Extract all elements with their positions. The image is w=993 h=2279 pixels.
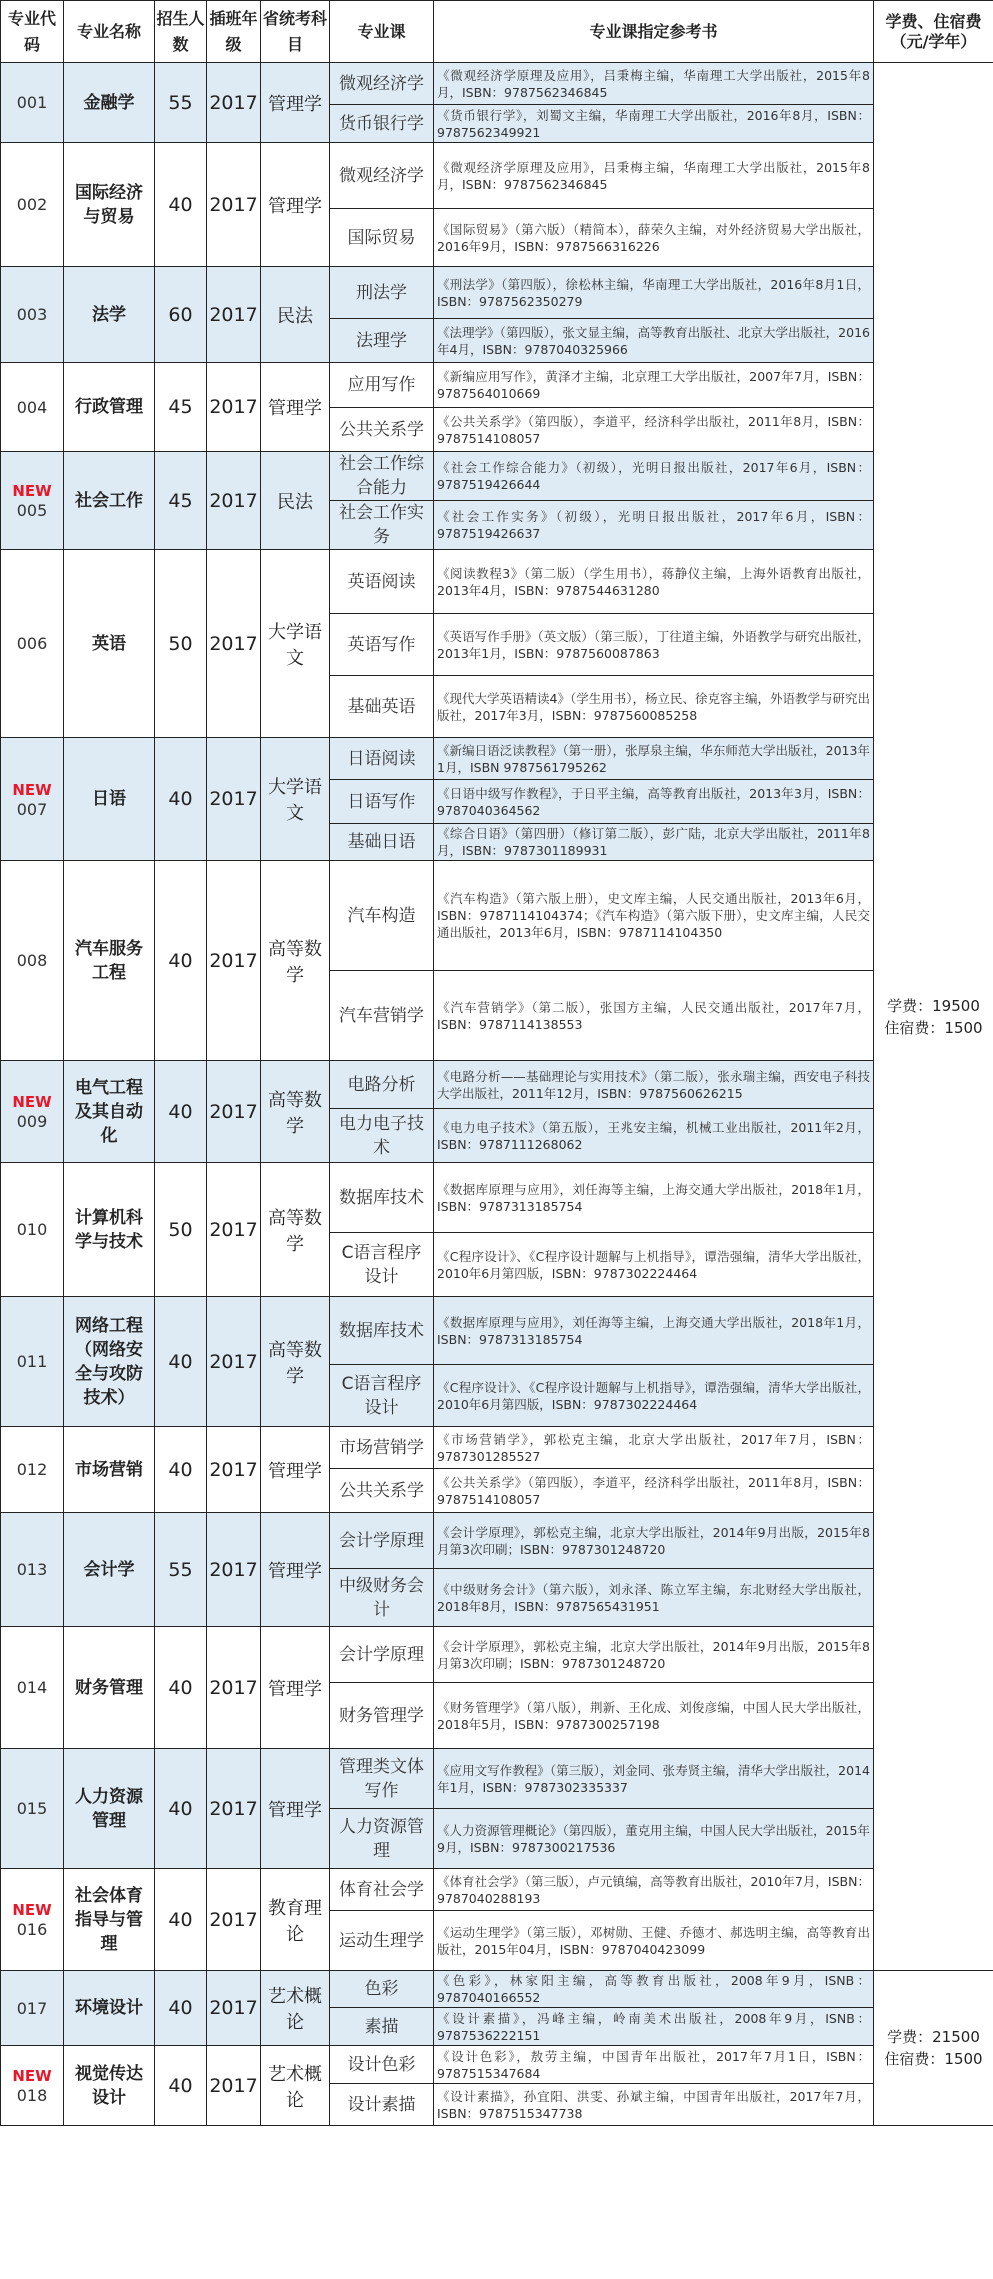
major-code-cell <box>1 1297 64 1427</box>
reference-book: 《会计学原理》，郭松克主编，北京大学出版社，2014年9月出版，2015年8月第3次印刷；ISBN：9787301248720 <box>434 1513 874 1569</box>
major-code-cell <box>1 2046 64 2126</box>
grade: 2017 <box>207 1627 261 1749</box>
major-code: 016 <box>16 1920 48 1939</box>
course-name: 日语阅读 <box>330 738 434 780</box>
fee-cell-1 <box>874 63 993 1971</box>
quota: 40 <box>155 2046 207 2126</box>
exam-subject: 艺术概论 <box>261 2046 330 2126</box>
table-row <box>1 1869 993 1911</box>
exam-subject: 民法 <box>261 452 330 550</box>
table-row <box>1 1627 993 1683</box>
reference-book: 《C程序设计》、《C程序设计题解与上机指导》，谭浩强编，清华大学出版社，2010年6月第四版，ISBN：9787302224464 <box>434 1233 874 1297</box>
exam-subject: 教育理论 <box>261 1869 330 1971</box>
major-code: 009 <box>16 1112 48 1131</box>
reference-book: 《现代大学英语精读4》（学生用书），杨立民、徐克容主编，外语教学与研究出版社，2017年3月，ISBN：9787560085258 <box>434 676 874 738</box>
major-name: 汽车服务工程 <box>64 861 155 1061</box>
course-name: 汽车构造 <box>330 861 434 971</box>
reference-book: 《电力电子技术》（第五版），王兆安主编，机械工业出版社，2011年2月，ISBN：9787111268062 <box>434 1109 874 1163</box>
grade: 2017 <box>207 1513 261 1627</box>
course-name: 刑法学 <box>330 267 434 319</box>
major-code: 014 <box>16 1678 48 1697</box>
major-code: 006 <box>16 634 48 653</box>
table-row <box>1 861 993 971</box>
grade: 2017 <box>207 1163 261 1297</box>
course-name: 日语写作 <box>330 780 434 824</box>
housing-fee: 住宿费：1500 <box>884 2050 983 2068</box>
reference-book: 《设计素描》，冯峰主编，岭南美术出版社，2008年9月，ISNB：9787536222151 <box>434 2008 874 2046</box>
reference-book: 《公共关系学》（第四版），李道平，经济科学出版社，2011年8月，ISBN：9787514108057 <box>434 408 874 452</box>
header-fee: 学费、住宿费（元/学年） <box>874 1 993 63</box>
quota: 40 <box>155 1627 207 1749</box>
course-name: 微观经济学 <box>330 63 434 105</box>
major-name: 电气工程及其自动化 <box>64 1061 155 1163</box>
grade: 2017 <box>207 1971 261 2046</box>
reference-book: 《会计学原理》，郭松克主编，北京大学出版社，2014年9月出版，2015年8月第3次印刷；ISBN：9787301248720 <box>434 1627 874 1683</box>
reference-book: 《社会工作实务》（初级），光明日报出版社，2017年6月，ISBN：9787519426637 <box>434 501 874 550</box>
major-code-cell <box>1 1627 64 1749</box>
exam-subject: 民法 <box>261 267 330 363</box>
course-name: 素描 <box>330 2008 434 2046</box>
major-code-cell <box>1 861 64 1061</box>
major-name: 视觉传达设计 <box>64 2046 155 2126</box>
major-code: 012 <box>16 1460 48 1479</box>
quota: 50 <box>155 1163 207 1297</box>
exam-subject: 高等数学 <box>261 1163 330 1297</box>
major-name: 计算机科学与技术 <box>64 1163 155 1297</box>
tuition-fee: 学费：19500 <box>887 996 980 1015</box>
course-name: 色彩 <box>330 1971 434 2008</box>
reference-book: 《数据库原理与应用》，刘任海等主编，上海交通大学出版社，2018年1月，ISBN：9787313185754 <box>434 1163 874 1233</box>
reference-book: 《人力资源管理概论》（第四版），董克用主编，中国人民大学出版社，2015年9月，ISBN：9787300217536 <box>434 1809 874 1869</box>
course-name: 微观经济学 <box>330 143 434 209</box>
quota: 40 <box>155 1971 207 2046</box>
grade: 2017 <box>207 1427 261 1513</box>
major-code-cell <box>1 1427 64 1513</box>
course-name: 数据库技术 <box>330 1163 434 1233</box>
reference-book: 《日语中级写作教程》，于日平主编，高等教育出版社，2013年3月，ISBN：9787040364562 <box>434 780 874 824</box>
table-row <box>1 452 993 501</box>
header-course: 专业课 <box>330 1 434 63</box>
quota: 40 <box>155 1869 207 1971</box>
reference-book: 《法理学》（第四版），张文显主编，高等教育出版社、北京大学出版社，2016年4月，ISBN：9787040325966 <box>434 319 874 363</box>
grade: 2017 <box>207 1297 261 1427</box>
major-code: 004 <box>16 397 48 417</box>
major-code-cell <box>1 1971 64 2046</box>
major-code: 015 <box>16 1799 48 1818</box>
table-row <box>1 1297 993 1365</box>
major-name: 国际经济与贸易 <box>64 143 155 267</box>
table-row <box>1 63 993 105</box>
major-name: 人力资源管理 <box>64 1749 155 1869</box>
table-row <box>1 363 993 408</box>
exam-subject: 管理学 <box>261 143 330 267</box>
course-name: 设计色彩 <box>330 2046 434 2084</box>
grade: 2017 <box>207 738 261 861</box>
exam-subject: 管理学 <box>261 63 330 143</box>
reference-book: 《微观经济学原理及应用》，吕秉梅主编，华南理工大学出版社，2015年8月，ISBN：9787562346845 <box>434 63 874 105</box>
quota: 40 <box>155 738 207 861</box>
major-code-cell <box>1 1513 64 1627</box>
course-name: 管理类文体写作 <box>330 1749 434 1809</box>
reference-book: 《设计素描》，孙宜阳、洪雯、孙斌主编，中国青年出版社，2017年7月，ISBN：9787515347738 <box>434 2084 874 2126</box>
major-code: 008 <box>16 951 48 970</box>
major-code: 013 <box>16 1560 48 1579</box>
grade: 2017 <box>207 550 261 738</box>
exam-subject: 管理学 <box>261 1513 330 1627</box>
quota: 45 <box>155 452 207 550</box>
course-name: 会计学原理 <box>330 1513 434 1569</box>
course-name: C语言程序设计 <box>330 1233 434 1297</box>
reference-book: 《公共关系学》（第四版），李道平，经济科学出版社，2011年8月，ISBN：9787514108057 <box>434 1469 874 1513</box>
course-name: 电力电子技术 <box>330 1109 434 1163</box>
reference-book: 《市场营销学》，郭松克主编，北京大学出版社，2017年7月，ISBN：9787301285527 <box>434 1427 874 1469</box>
quota: 40 <box>155 1297 207 1427</box>
reference-book: 《中级财务会计》（第六版），刘永泽、陈立军主编，东北财经大学出版社，2018年8月，ISBN：9787565431951 <box>434 1569 874 1627</box>
exam-subject: 管理学 <box>261 1627 330 1749</box>
course-name: 人力资源管理 <box>330 1809 434 1869</box>
header-code: 专业代码 <box>1 1 64 63</box>
header-row <box>1 1 993 63</box>
reference-book: 《数据库原理与应用》，刘任海等主编，上海交通大学出版社，2018年1月，ISBN：9787313185754 <box>434 1297 874 1365</box>
major-code-cell <box>1 550 64 738</box>
grade: 2017 <box>207 861 261 1061</box>
course-name: 公共关系学 <box>330 1469 434 1513</box>
course-name: 社会工作实务 <box>330 501 434 550</box>
reference-book: 《体育社会学》（第三版），卢元镇编，高等教育出版社，2010年7月，ISBN：9787040288193 <box>434 1869 874 1911</box>
table-row <box>1 1427 993 1469</box>
course-name: 货币银行学 <box>330 105 434 143</box>
quota: 40 <box>155 1427 207 1513</box>
grade: 2017 <box>207 143 261 267</box>
major-name: 金融学 <box>64 63 155 143</box>
grade: 2017 <box>207 63 261 143</box>
major-name: 市场营销 <box>64 1427 155 1513</box>
reference-book: 《色彩》，林家阳主编，高等教育出版社，2008年9月，ISNB：9787040166552 <box>434 1971 874 2008</box>
table-row <box>1 1163 993 1233</box>
reference-book: 《汽车构造》（第六版上册），史文库主编，人民交通出版社，2013年6月，ISBN：9787114104374；《汽车构造》（第六版下册），史文库主编，人民交通出版社，2013年6月，ISBN：9787114104350 <box>434 861 874 971</box>
major-name: 社会体育指导与管理 <box>64 1869 155 1971</box>
major-code-cell <box>1 267 64 363</box>
major-name: 英语 <box>64 550 155 738</box>
reference-book: 《电路分析——基础理论与实用技术》（第二版），张永瑞主编，西安电子科技大学出版社，2011年12月，ISBN：9787560626215 <box>434 1061 874 1109</box>
table-row <box>1 267 993 319</box>
major-name: 行政管理 <box>64 363 155 452</box>
course-name: 运动生理学 <box>330 1911 434 1971</box>
reference-book: 《新编日语泛读教程》（第一册），张厚泉主编，华东师范大学出版社，2013年1月，ISBN 9787561795262 <box>434 738 874 780</box>
major-code: 011 <box>16 1352 48 1371</box>
major-code-cell <box>1 1749 64 1869</box>
exam-subject: 管理学 <box>261 1427 330 1513</box>
major-name: 网络工程（网络安全与攻防技术） <box>64 1297 155 1427</box>
header-quota: 招生人数 <box>155 1 207 63</box>
quota: 60 <box>155 267 207 363</box>
grade: 2017 <box>207 452 261 550</box>
course-name: 汽车营销学 <box>330 971 434 1061</box>
major-code: 007 <box>16 799 48 819</box>
table-row <box>1 1971 993 2008</box>
new-badge: NEW <box>12 1901 52 1919</box>
exam-subject: 大学语文 <box>261 738 330 861</box>
header-exam: 省统考科目 <box>261 1 330 63</box>
tuition-fee: 学费：21500 <box>887 2028 980 2046</box>
course-name: 英语阅读 <box>330 550 434 614</box>
major-name: 社会工作 <box>64 452 155 550</box>
major-code: 003 <box>16 305 48 324</box>
quota: 55 <box>155 1513 207 1627</box>
grade: 2017 <box>207 267 261 363</box>
quota: 40 <box>155 861 207 1061</box>
grade: 2017 <box>207 363 261 452</box>
new-badge: NEW <box>12 482 52 500</box>
major-name: 法学 <box>64 267 155 363</box>
course-name: 体育社会学 <box>330 1869 434 1911</box>
course-name: 基础日语 <box>330 824 434 861</box>
grade: 2017 <box>207 1061 261 1163</box>
exam-subject: 艺术概论 <box>261 1971 330 2046</box>
table-row <box>1 550 993 614</box>
course-name: 社会工作综合能力 <box>330 452 434 501</box>
grade: 2017 <box>207 2046 261 2126</box>
major-code-cell <box>1 452 64 550</box>
reference-book: 《微观经济学原理及应用》，吕秉梅主编，华南理工大学出版社，2015年8月，ISBN：9787562346845 <box>434 143 874 209</box>
major-code: 010 <box>16 1220 48 1239</box>
reference-book: 《货币银行学》，刘蜀文主编，华南理工大学出版社，2016年8月，ISBN：9787562349921 <box>434 105 874 143</box>
major-code: 018 <box>16 2086 48 2105</box>
major-code-cell <box>1 1869 64 1971</box>
major-code-cell <box>1 738 64 861</box>
reference-book: 《英语写作手册》（英文版）（第三版），丁往道主编，外语教学与研究出版社，2013年1月，ISBN：9787560087863 <box>434 614 874 676</box>
course-name: 市场营销学 <box>330 1427 434 1469</box>
major-code: 002 <box>16 195 48 214</box>
new-badge: NEW <box>12 780 52 799</box>
reference-book: 《设计色彩》，敖劳主编，中国青年出版社，2017年7月1日，ISBN：9787515347684 <box>434 2046 874 2084</box>
major-name: 日语 <box>64 738 155 861</box>
major-code: 005 <box>16 501 48 520</box>
course-name: 中级财务会计 <box>330 1569 434 1627</box>
header-name: 专业名称 <box>64 1 155 63</box>
grade: 2017 <box>207 1869 261 1971</box>
quota: 40 <box>155 1061 207 1163</box>
major-code: 017 <box>16 1998 48 2018</box>
new-badge: NEW <box>12 2067 52 2085</box>
quota: 40 <box>155 143 207 267</box>
reference-book: 《新编应用写作》，黄泽才主编，北京理工大学出版社，2007年7月，ISBN：9787564010669 <box>434 363 874 408</box>
quota: 45 <box>155 363 207 452</box>
major-name: 会计学 <box>64 1513 155 1627</box>
quota: 50 <box>155 550 207 738</box>
header-grade: 插班年级 <box>207 1 261 63</box>
major-code: 001 <box>16 93 48 112</box>
reference-book: 《财务管理学》（第八版），荆新、王化成、刘俊彦编，中国人民大学出版社，2018年5月，ISBN：9787300257198 <box>434 1683 874 1749</box>
exam-subject: 管理学 <box>261 363 330 452</box>
table-row <box>1 143 993 209</box>
course-name: 财务管理学 <box>330 1683 434 1749</box>
course-name: 会计学原理 <box>330 1627 434 1683</box>
course-name: 公共关系学 <box>330 408 434 452</box>
exam-subject: 大学语文 <box>261 550 330 738</box>
table-row <box>1 738 993 780</box>
major-code-cell <box>1 363 64 452</box>
course-name: 电路分析 <box>330 1061 434 1109</box>
exam-subject: 高等数学 <box>261 1061 330 1163</box>
course-name: 数据库技术 <box>330 1297 434 1365</box>
reference-book: 《国际贸易》（第六版）（精简本），薛荣久主编，对外经济贸易大学出版社，2016年9月，ISBN：9787566316226 <box>434 209 874 267</box>
course-name: 设计素描 <box>330 2084 434 2126</box>
exam-subject: 管理学 <box>261 1749 330 1869</box>
exam-subject: 高等数学 <box>261 861 330 1061</box>
quota: 55 <box>155 63 207 143</box>
table-row <box>1 1749 993 1809</box>
course-name: 基础英语 <box>330 676 434 738</box>
housing-fee: 住宿费：1500 <box>884 1018 983 1037</box>
reference-book: 《C程序设计》、《C程序设计题解与上机指导》，谭浩强编，清华大学出版社，2010年6月第四版，ISBN：9787302224464 <box>434 1365 874 1427</box>
reference-book: 《阅读教程3》（第二版）（学生用书），蒋静仪主编，上海外语教育出版社，2013年4月，ISBN：9787544631280 <box>434 550 874 614</box>
course-name: 英语写作 <box>330 614 434 676</box>
quota: 40 <box>155 1749 207 1869</box>
reference-book: 《刑法学》（第四版），徐松林主编，华南理工大学出版社，2016年8月1日，ISBN：9787562350279 <box>434 267 874 319</box>
major-code-cell <box>1 1061 64 1163</box>
course-name: C语言程序设计 <box>330 1365 434 1427</box>
reference-book: 《社会工作综合能力》（初级），光明日报出版社，2017年6月，ISBN：9787519426644 <box>434 452 874 501</box>
course-name: 应用写作 <box>330 363 434 408</box>
fee-cell-2 <box>874 1971 993 2126</box>
major-name: 财务管理 <box>64 1627 155 1749</box>
header-books: 专业课指定参考书 <box>434 1 874 63</box>
table-row <box>1 1061 993 1109</box>
reference-book: 《汽车营销学》（第二版），张国方主编，人民交通出版社，2017年7月，ISBN：9787114138553 <box>434 971 874 1061</box>
reference-book: 《综合日语》（第四册）（修订第二版），彭广陆，北京大学出版社，2011年8月，ISBN：9787301189931 <box>434 824 874 861</box>
table-row <box>1 2046 993 2084</box>
course-name: 法理学 <box>330 319 434 363</box>
major-name: 环境设计 <box>64 1971 155 2046</box>
grade: 2017 <box>207 1749 261 1869</box>
reference-book: 《运动生理学》（第三版），邓树勋、王健、乔德才、郝选明主编，高等教育出版社，2015年04月，ISBN：9787040423099 <box>434 1911 874 1971</box>
course-name: 国际贸易 <box>330 209 434 267</box>
exam-subject: 高等数学 <box>261 1297 330 1427</box>
major-code-cell <box>1 63 64 143</box>
new-badge: NEW <box>12 1093 52 1111</box>
major-code-cell <box>1 1163 64 1297</box>
table-row <box>1 1513 993 1569</box>
major-code-cell <box>1 143 64 267</box>
reference-book: 《应用文写作教程》（第三版），刘金同、张寿贤主编，清华大学出版社，2014年1月，ISBN：9787302335337 <box>434 1749 874 1809</box>
